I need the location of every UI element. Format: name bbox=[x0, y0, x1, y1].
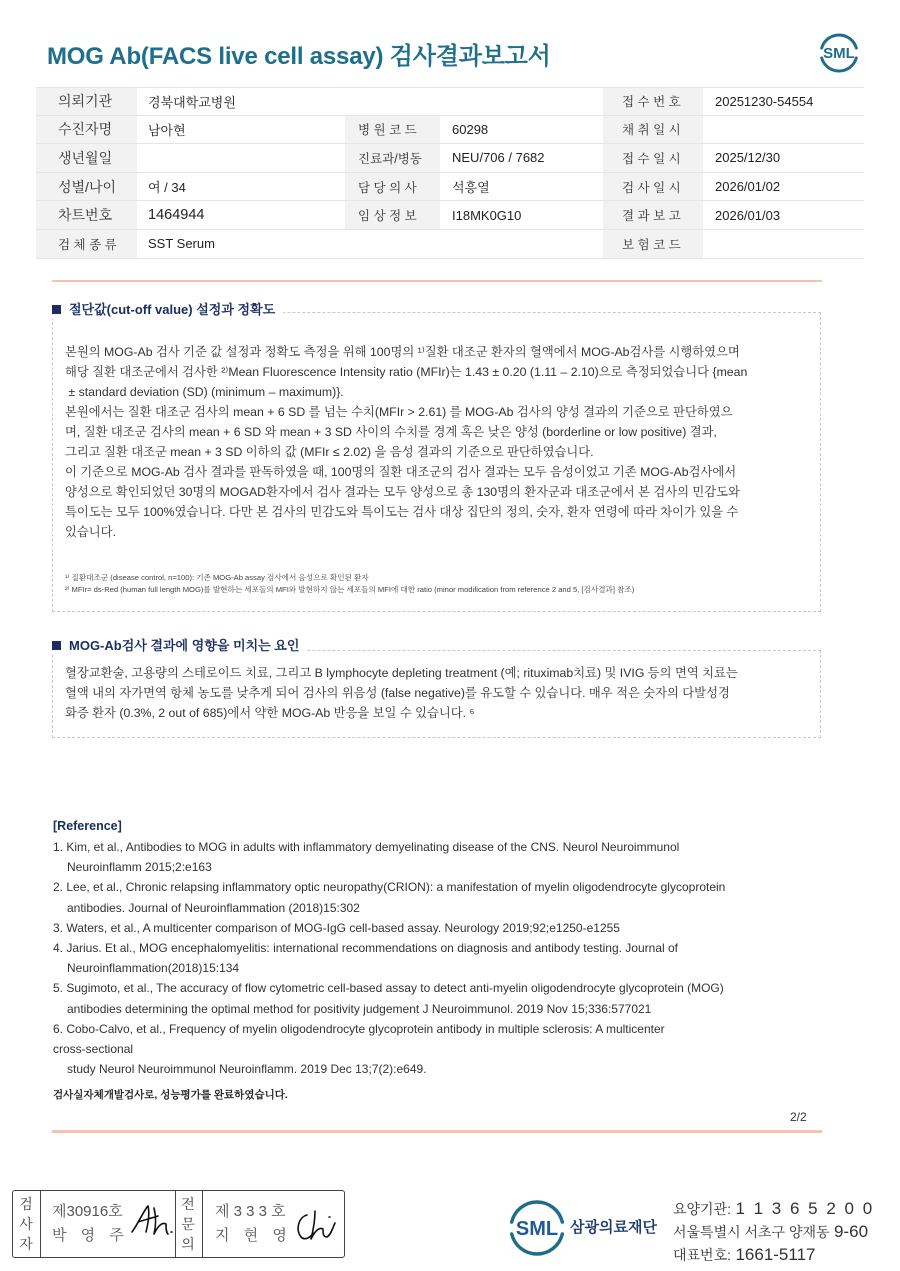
body-line: 해당 질환 대조군에서 검사한 ²⁾Mean Fluorescence Intensity ratio (MFIr)는 1.43 ± 0.20 (1.11 – 2.10)으로 측정되었습니다 {mean bbox=[65, 365, 748, 379]
reference-item-continuation: study Neurol Neuroimmunol Neuroinflamm. 2019 Dec 13;7(2):e649. bbox=[67, 1062, 427, 1077]
department-ward-label: 진료과/병동 bbox=[345, 144, 440, 172]
reference-item: 6. Cobo-Calvo, et al., Frequency of myelin oligodendrocyte glycoprotein antibody in multiple sclerosis: A multicenter bbox=[53, 1021, 665, 1036]
empty-cell bbox=[440, 230, 603, 258]
divider-line bbox=[52, 1130, 822, 1133]
contact-info bbox=[673, 1198, 874, 1267]
specialist-signature bbox=[293, 1207, 341, 1243]
receipt-number-label: 접 수 번 호 bbox=[603, 88, 703, 115]
patient-name-value: 남아현 bbox=[148, 122, 186, 138]
chart-number-label: 차트번호 bbox=[36, 201, 137, 229]
factors-section-heading bbox=[52, 637, 307, 655]
collection-datetime-label: 채 취 일 시 bbox=[603, 116, 703, 144]
referring-institution-value: 경북대학교병원 bbox=[148, 94, 236, 110]
footnote: ¹⁾ 질환대조군 (disease control, n=100): 기존 MOG-Ab assay 검사에서 음성으로 확인된 환자 bbox=[65, 573, 369, 582]
organization-name: 삼광의료재단 bbox=[570, 1219, 657, 1236]
sex-age-label: 성별/나이 bbox=[36, 173, 137, 201]
body-line: 그리고 질환 대조군 mean + 3 SD 이하의 값 (MFIr ≤ 2.02) 을 음성 결과의 기준으로 판단하였습니다. bbox=[65, 445, 594, 459]
sml-foundation-logo bbox=[506, 1199, 568, 1257]
body-line: 혈장교환술, 고용량의 스테로이드 치료, 그리고 B lymphocyte depleting treatment (예; rituximab치료) 및 IVIG 등의 면역 치료는 bbox=[65, 666, 738, 680]
hospital-code-label: 병 원 코 드 bbox=[345, 116, 440, 144]
cutoff-section-heading bbox=[52, 301, 283, 319]
phone-line bbox=[673, 1244, 874, 1267]
reference-item-continuation: Neuroinflammation(2018)15:134 bbox=[67, 961, 240, 976]
examiner-role-label: 검사자 bbox=[19, 1196, 33, 1252]
cutoff-footnotes bbox=[65, 572, 818, 596]
sml-logo bbox=[815, 29, 863, 77]
empty-cell bbox=[345, 230, 440, 258]
body-line: 며, 질환 대조군 검사의 mean + 6 SD 와 mean + 3 SD 사이의 수치를 경계 혹은 낮은 양성 (borderline or low positive) 결과, bbox=[65, 425, 717, 439]
reference-item: 1. Kim, et al., Antibodies to MOG in adults with inflammatory demyelinating disease of the CNS. Neurol Neuroimmunol bbox=[53, 840, 680, 854]
examiner-license: 제30916호 bbox=[52, 1203, 123, 1220]
footnote: ²⁾ MFIr= ds-Red (human full length MOG)를 발현하는 세포들의 MFI와 발현하지 않는 세포들의 MFI에 대한 ratio (minor modification from reference 2 and 5, [검사결과] 참조) bbox=[65, 585, 635, 594]
phone-label: 대표번호: bbox=[673, 1247, 731, 1263]
reference-item: 5. Sugimoto, et al., The accuracy of flow cytometric cell-based assay to detect anti-myelin oligodendrocyte glycoprotein (MOG) bbox=[53, 981, 724, 996]
institution-line bbox=[673, 1198, 874, 1221]
test-datetime-value: 2026/01/02 bbox=[715, 179, 781, 195]
birth-date-value bbox=[137, 144, 345, 172]
institution-code: 1 1 3 6 5 2 0 0 bbox=[735, 1199, 875, 1218]
specimen-type-label: 검 체 종 류 bbox=[36, 230, 137, 258]
closing-statement: 검사실자체개발검사로, 성능평가를 완료하였습니다. bbox=[53, 1089, 288, 1101]
cutoff-body bbox=[65, 342, 818, 542]
body-line: 있습니다. bbox=[65, 525, 116, 539]
info-row bbox=[36, 173, 864, 202]
report-datetime-label: 결 과 보 고 bbox=[603, 201, 703, 229]
referring-institution-label: 의뢰기관 bbox=[36, 88, 137, 115]
page-number: 2/2 bbox=[790, 1110, 807, 1124]
cutoff-heading-text: 절단값(cut-off value) 설정과 정확도 bbox=[69, 302, 276, 317]
body-line: 혈액 내의 자가면역 항체 농도를 낮추게 되어 검사의 위음성 (false negative)를 유도할 수 있습니다. 매우 적은 숫자의 다발성경 bbox=[65, 686, 730, 700]
report-datetime-value: 2026/01/03 bbox=[715, 207, 781, 223]
collection-datetime-value bbox=[703, 116, 864, 144]
body-line: 본원에서는 질환 대조군 검사의 mean + 6 SD 를 넘는 수치(MFIr > 2.61) 를 MOG-Ab 검사의 양성 결과의 기준으로 판단하였으 bbox=[65, 405, 733, 419]
empty-cell bbox=[440, 88, 603, 115]
signature-box bbox=[12, 1190, 345, 1258]
birth-date-label: 생년월일 bbox=[36, 144, 137, 172]
patient-name-label: 수진자명 bbox=[36, 116, 137, 144]
reference-item-continuation: cross-sectional bbox=[53, 1042, 134, 1057]
body-line: 특이도는 모두 100%였습니다. 다만 본 검사의 민감도와 특이도는 검사 대상 집단의 정의, 숫자, 환자 연령에 따라 차이가 있을 수 bbox=[65, 505, 739, 519]
insurance-code-label: 보 험 코 드 bbox=[603, 230, 703, 258]
info-row bbox=[36, 230, 864, 259]
receipt-number-value: 20251230-54554 bbox=[715, 93, 814, 109]
body-line: 양성으로 확인되었던 30명의 MOGAD환자에서 검사 결과는 모두 양성으로 총 130명의 환자군과 대조군에서 본 검사의 민감도와 bbox=[65, 485, 740, 499]
address-line bbox=[673, 1221, 874, 1244]
info-row bbox=[36, 201, 864, 230]
reference-item: 4. Jarius. Et al., MOG encephalomyelitis: international recommendations on diagnosis and antibody testing. Journal of bbox=[53, 941, 679, 956]
phone-number: 1661-5117 bbox=[735, 1245, 816, 1264]
divider-line bbox=[52, 280, 822, 282]
reference-item-continuation: antibodies determining the optimal method for positivity judgement J Neuroimmunol. 2019 Nov 15;336:577021 bbox=[67, 1001, 652, 1016]
physician-label: 담 당 의 사 bbox=[345, 173, 440, 201]
body-line: ± standard deviation (SD) (minimum – maximum)}. bbox=[65, 385, 344, 399]
examiner-name: 박 영 주 bbox=[52, 1227, 129, 1244]
logo-text: SML bbox=[823, 45, 855, 62]
sex-age-value: 여 / 34 bbox=[148, 180, 186, 196]
report-title: MOG Ab(FACS live cell assay) 검사결과보고서 bbox=[47, 43, 551, 70]
insurance-code-value bbox=[703, 230, 864, 258]
reference-item: 2. Lee, et al., Chronic relapsing inflammatory optic neuropathy(CRION): a manifestation of myelin oligodendrocyte glycoprotein bbox=[53, 880, 726, 895]
receipt-datetime-value: 2025/12/30 bbox=[715, 150, 781, 166]
receipt-datetime-label: 접 수 일 시 bbox=[603, 144, 703, 172]
reference-item: 3. Waters, et al., A multicenter comparison of MOG-IgG cell-based assay. Neurology 2019;92;e1250-e1255 bbox=[53, 920, 620, 935]
factors-body bbox=[65, 663, 818, 723]
factors-heading-text: MOG-Ab검사 결과에 영향을 미치는 요인 bbox=[69, 638, 300, 653]
examiner-signature bbox=[128, 1202, 174, 1238]
specialist-role-label: 전문의 bbox=[181, 1196, 195, 1252]
logo-text: SML bbox=[515, 1218, 559, 1240]
info-row bbox=[36, 116, 864, 145]
institution-label: 요양기관: bbox=[673, 1201, 731, 1217]
clinical-info-label: 임 상 정 보 bbox=[345, 201, 440, 229]
patient-info-table bbox=[36, 87, 864, 259]
reference-item-continuation: Neuroinflamm 2015;2:e163 bbox=[67, 860, 212, 875]
specialist-license: 제 3 3 3 호 bbox=[215, 1203, 286, 1220]
body-line: 화증 환자 (0.3%, 2 out of 685)에서 약한 MOG-Ab 반응을 보일 수 있습니다. ⁶ bbox=[65, 706, 475, 720]
test-datetime-label: 검 사 일 시 bbox=[603, 173, 703, 201]
info-row bbox=[36, 144, 864, 173]
square-bullet-icon bbox=[52, 641, 61, 650]
address: 서울특별시 서초구 양재동 bbox=[673, 1224, 830, 1240]
reference-list bbox=[53, 837, 833, 1079]
divider bbox=[175, 1191, 176, 1257]
body-line: 본원의 MOG-Ab 검사 기준 값 설정과 정확도 측정을 위해 100명의 ¹⁾질환 대조군 환자의 혈액에서 MOG-Ab검사를 시행하였으며 bbox=[65, 345, 740, 359]
chart-number-value: 1464944 bbox=[148, 207, 205, 224]
body-line: 이 기준으로 MOG-Ab 검사 결과를 판독하였을 때, 100명의 질환 대조군의 검사 결과는 모두 음성이었고 기존 MOG-Ab검사에서 bbox=[65, 465, 737, 479]
info-row bbox=[36, 87, 864, 116]
specimen-type-value: SST Serum bbox=[148, 236, 215, 252]
physician-value: 석흥열 bbox=[452, 180, 490, 196]
address-number: 9-60 bbox=[834, 1222, 869, 1241]
reference-heading: [Reference] bbox=[53, 819, 122, 833]
department-ward-value: NEU/706 / 7682 bbox=[452, 150, 545, 166]
divider bbox=[202, 1191, 203, 1257]
empty-cell bbox=[345, 88, 440, 115]
hospital-code-value: 60298 bbox=[452, 121, 489, 137]
clinical-info-value: I18MK0G10 bbox=[452, 207, 522, 223]
divider bbox=[40, 1191, 41, 1257]
square-bullet-icon bbox=[52, 305, 61, 314]
specialist-name: 지 현 영 bbox=[215, 1227, 292, 1244]
reference-item-continuation: antibodies. Journal of Neuroinflammation (2018)15:302 bbox=[67, 900, 360, 915]
